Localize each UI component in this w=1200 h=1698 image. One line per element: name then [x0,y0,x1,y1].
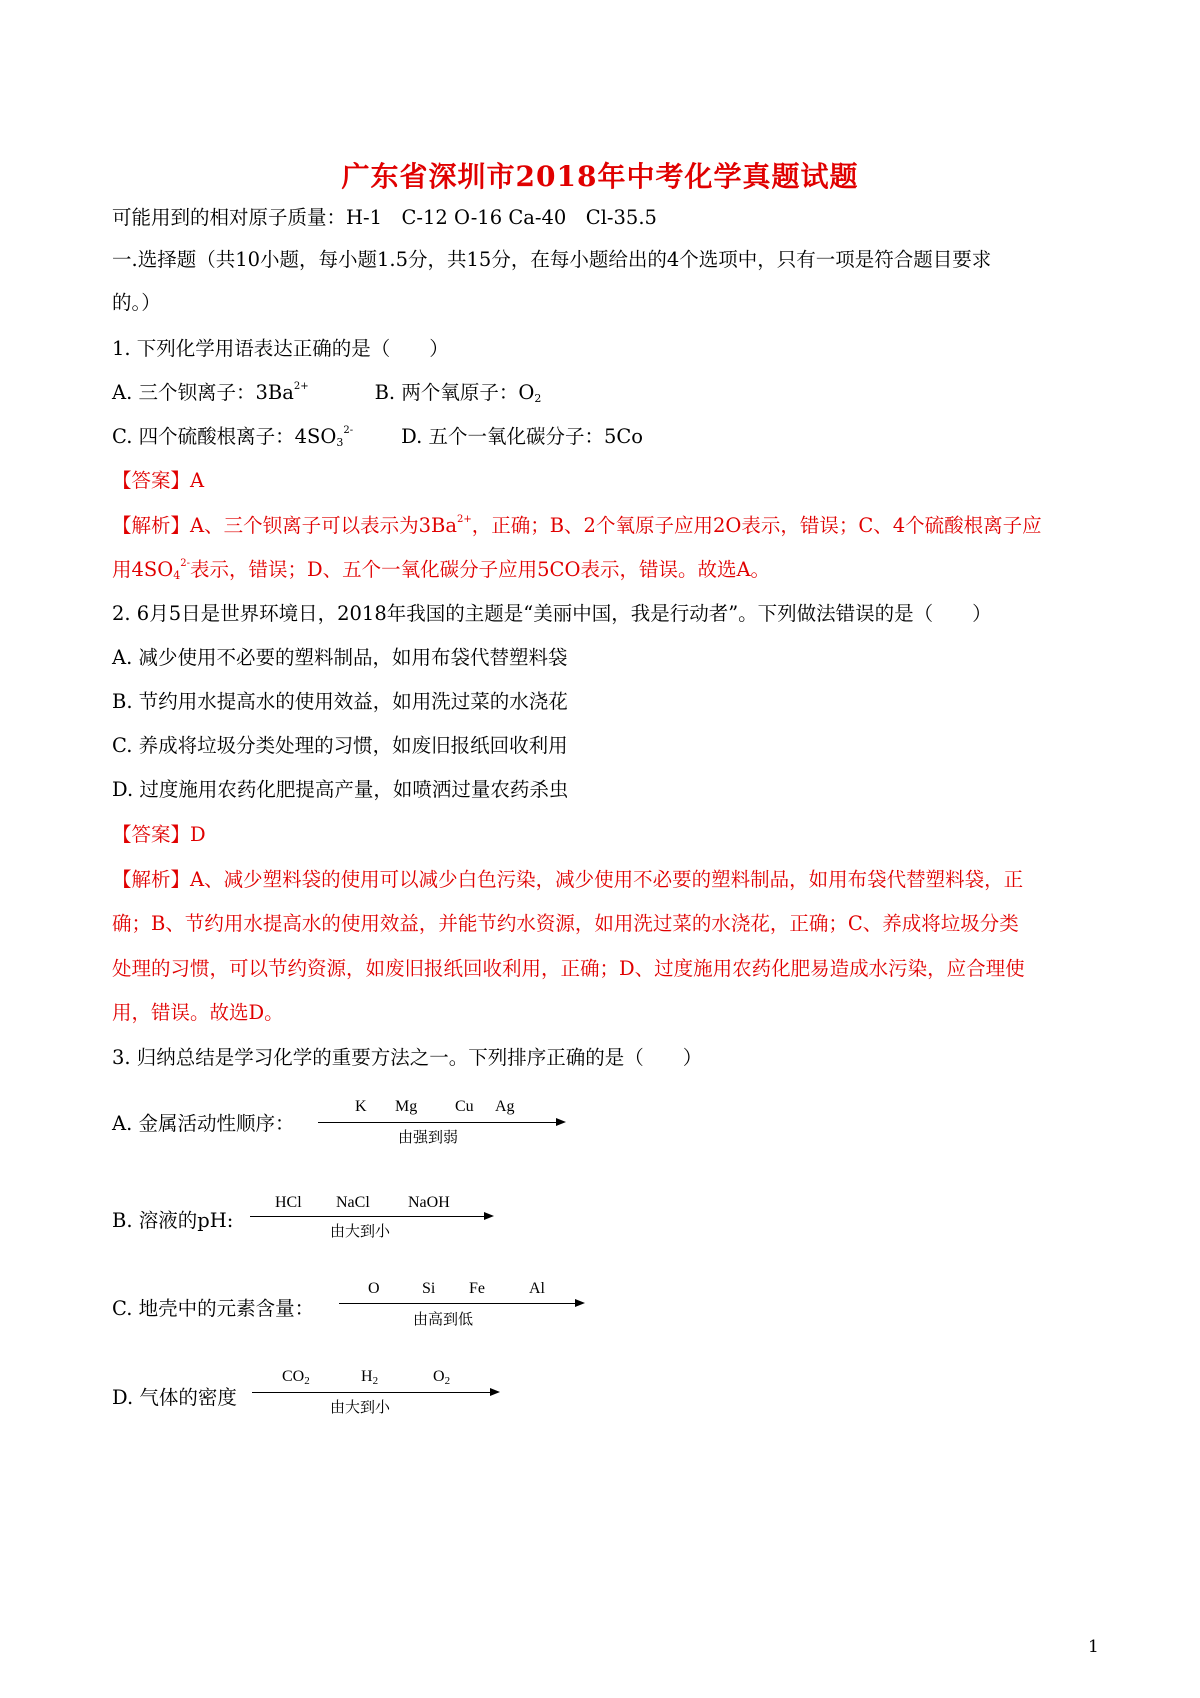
q1-options-cd [112,424,643,450]
arrow-right-icon [484,1212,494,1220]
q3-option-d-label: D. 气体的密度 [112,1386,237,1409]
q2-stem: 2. 6月5日是世界环境日，2018年我国的主题是“美丽中国，我是行动者”。下列做法错误的是（ ） [112,602,992,625]
q1-option-b-subscript: 2 [534,392,542,405]
q1-option-c: C. 四个硫酸根离子：4SO [112,425,337,448]
q2-option-a: A. 减少使用不必要的塑料制品，如用布袋代替塑料袋 [112,646,568,669]
q1-option-a-charge: 2+ [293,381,309,392]
q3-c-item: Fe [469,1280,485,1297]
q1-option-b: B. 两个氧原子：O [374,381,535,404]
q2-answer: 【答案】D [112,823,206,846]
arrow-right-icon [556,1118,566,1126]
q3-a-item: K [355,1098,367,1115]
q1-stem: 1. 下列化学用语表达正确的是（ ） [112,337,449,360]
section-heading-line1: 一.选择题（共10小题，每小题1.5分，共15分，在每小题给出的4个选项中，只有一项是符合题目要求 [112,248,992,271]
q3-a-under: 由强到弱 [398,1128,459,1146]
arrow-right-icon [575,1299,585,1307]
q3-c-arrow-line [339,1303,577,1304]
q1-explanation-line1: 【解析】A、三个钡离子可以表示为$3Ba^{2+}$，正确；B、2个氧原子应用2O表示，错误；C、4个硫酸根离子应 [112,514,1042,537]
q3-option-a-label: A. 金属活动性顺序： [112,1112,295,1135]
q3-option-b-label: B. 溶液的pH: [112,1209,234,1232]
q3-d-item: $CO_2$ [282,1368,310,1387]
q3-d-item: $O_2$ [433,1368,451,1387]
q1-option-c-charge: 2- [343,425,354,436]
q3-a-item: Cu [455,1098,474,1115]
q3-b-item: HCl [275,1194,302,1211]
q3-a-arrow-line [318,1122,558,1123]
q1-option-a: A. 三个钡离子：3Ba [112,381,294,404]
q3-b-under: 由大到小 [330,1222,391,1240]
q3-b-arrow-line [250,1216,486,1217]
q3-a-item: Ag [495,1098,515,1115]
q1-explanation-line2: 用$4SO_4^{2-}$表示，错误；D、五个一氧化碳分子应用5CO表示，错误。故选A。 [112,558,771,582]
atomic-masses: 可能用到的相对原子质量：H-1 C-12 O-16 Ca-40 Cl-35.5 [112,206,657,229]
q3-b-item: NaOH [408,1194,450,1211]
q2-option-d: D. 过度施用农药化肥提高产量，如喷洒过量农药杀虫 [112,778,569,801]
q3-c-item: O [368,1280,380,1297]
q2-option-b: B. 节约用水提高水的使用效益，如用洗过菜的水浇花 [112,690,568,713]
q3-a-item: Mg [395,1098,418,1115]
q1-options-ab [112,380,541,406]
arrow-right-icon [490,1388,500,1396]
q2-explanation-line3: 处理的习惯，可以节约资源，如废旧报纸回收利用，正确；D、过度施用农药化肥易造成水污染，应合理使 [112,957,1025,980]
q3-option-c-label: C. 地壳中的元素含量： [112,1297,315,1320]
q2-explanation-line1: 【解析】A、减少塑料袋的使用可以减少白色污染，减少使用不必要的塑料制品，如用布袋代替塑料袋，正 [112,868,1024,891]
q3-b-item: NaCl [336,1194,370,1211]
q3-d-item: $H_2$ [361,1368,379,1387]
q1-answer: 【答案】A [112,469,205,492]
q3-stem: 3. 归纳总结是学习化学的重要方法之一。下列排序正确的是（ ） [112,1046,703,1069]
q2-explanation-line4: 用，错误。故选D。 [112,1001,284,1024]
q3-d-arrow-line [252,1392,492,1393]
section-heading-line2: 的。） [112,291,161,314]
q2-explanation-line2: 确；B、节约用水提高水的使用效益，并能节约水资源，如用洗过菜的水浇花，正确；C、养成将垃圾分类 [112,912,1019,935]
q1-option-d: D. 五个一氧化碳分子：5Co [401,425,644,448]
q3-c-item: Si [422,1280,436,1297]
q3-c-under: 由高到低 [413,1310,474,1328]
q3-c-item: Al [529,1280,545,1297]
q3-d-under: 由大到小 [330,1398,391,1416]
page-number: 1 [1088,1637,1099,1657]
q2-option-c: C. 养成将垃圾分类处理的习惯，如废旧报纸回收利用 [112,734,568,757]
page-title: 广东省深圳市2018年中考化学真题试题 [341,160,859,193]
q1-option-c-subscript: 3 [336,436,344,449]
